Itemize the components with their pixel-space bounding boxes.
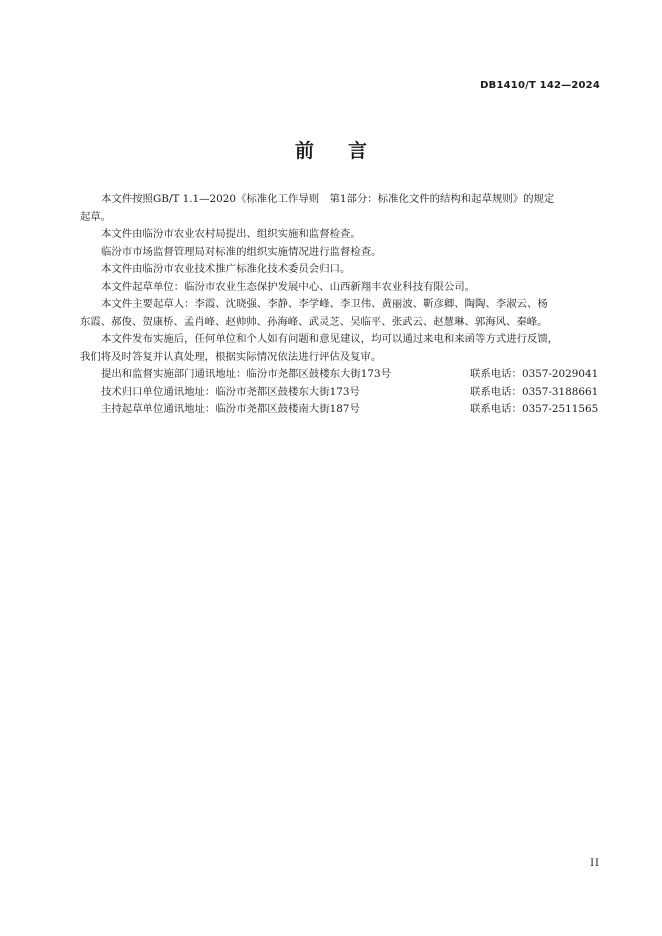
contact-address: 主持起草单位通讯地址：临汾市尧都区鼓楼南大街187号 (101, 403, 360, 415)
paragraph-feedback: 本文件发布实施后，任何单位和个人如有问题和意见建议，均可以通过来电和来函等方式进行反馈， (101, 333, 559, 345)
title-char-1: 前 (294, 140, 314, 162)
paragraph-drafting-rules (80, 191, 600, 209)
contact-phone: 联系电话：0357-2029041 (470, 368, 599, 380)
contact-phone: 联系电话：0357-3188661 (470, 385, 599, 398)
paragraph-drafting-units: 本文件起草单位：临汾市农业生态保护发展中心、山西新翔丰农业科技有限公司。 (101, 280, 476, 293)
contact-line (80, 366, 600, 384)
contact-line (80, 384, 600, 402)
contact-line (80, 401, 600, 419)
paragraph-drafting-rules-cont: 起草。 (80, 210, 112, 223)
paragraph-centralized: 本文件由临汾市农业技术推广标准化技术委员会归口。 (101, 263, 351, 275)
foreword-body (80, 191, 600, 419)
paragraph-supervision: 临汾市市场监督管理局对标准的组织实施情况进行监督检查。 (101, 245, 382, 258)
title-char-2: 言 (348, 140, 368, 162)
contact-address: 技术归口单位通讯地址：临汾市尧都区鼓楼东大街173号 (101, 385, 360, 398)
paragraph-drafters: 本文件主要起草人：李霞、沈晓强、李静、李学峰、李卫伟、黄丽波、靳彦卿、陶陶、李淑云、杨 (101, 298, 548, 310)
page-title (0, 136, 662, 163)
paragraph-line: 本文件按照GB/T 1.1—2020《标准化工作导则 第1部分：标准化文件的结构和起草规则》的规定 (101, 193, 555, 205)
contact-phone: 联系电话：0357-2511565 (470, 403, 599, 415)
contact-address: 提出和监督实施部门通讯地址：临汾市尧都区鼓楼东大街173号 (101, 368, 391, 380)
paragraph-feedback-cont: 我们将及时答复并认真处理，根据实际情况依法进行评估及复审。 (80, 350, 382, 363)
paragraph-proposer: 本文件由临汾市农业农村局提出、组织实施和监督检查。 (101, 228, 361, 240)
page-number: II (590, 858, 600, 869)
paragraph-drafters-cont: 东霞、郝俊、贺康桥、孟肖峰、赵帅帅、孙海峰、武灵芝、吴临平、张武云、赵慧琳、郭海风、秦峰。 (80, 315, 548, 328)
document-code: DB1410/T 142—2024 (480, 80, 600, 91)
